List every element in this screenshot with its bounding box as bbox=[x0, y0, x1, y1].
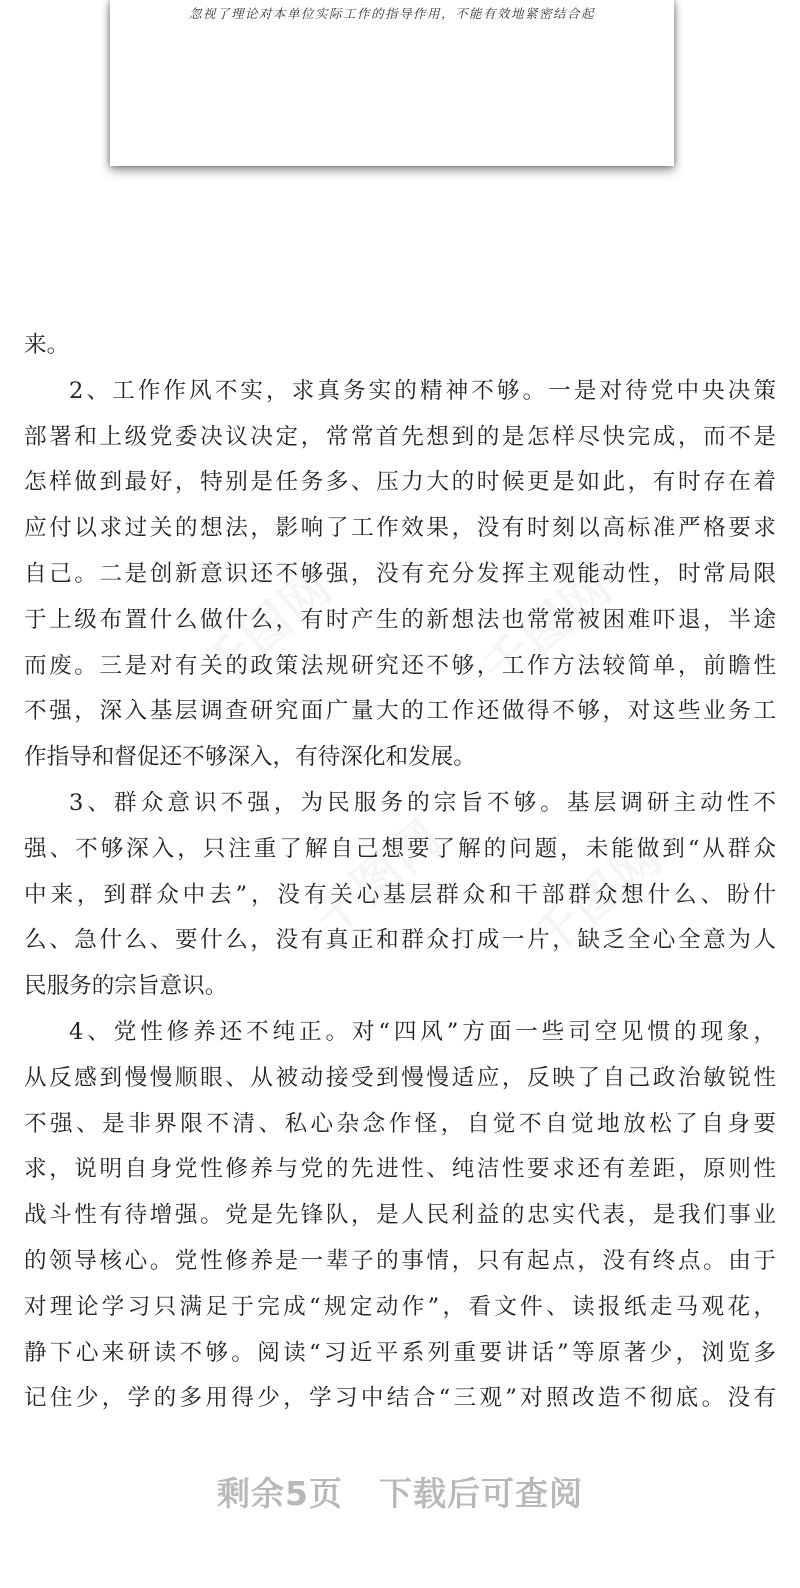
download-hint-label[interactable]: 下载后可查阅 bbox=[378, 1474, 583, 1513]
document-line: 而废。三是对有关的政策法规研究还不够，工作方法较简单，前瞻性 bbox=[24, 652, 776, 679]
document-line: 民服务的宗旨意识。 bbox=[24, 973, 228, 1000]
document-line: 怎样做到最好，特别是任务多、压力大的时候更是如此，有时存在着 bbox=[24, 469, 776, 496]
document-line: 中来，到群众中去”，没有关心基层群众和干部群众想什么、盼什 bbox=[24, 881, 776, 908]
watermark: 千图网 bbox=[192, 558, 344, 698]
preview-page-text: 忽视了理论对本单位实际工作的指导作用，不能有效地紧密结合起 bbox=[188, 6, 595, 21]
watermark: 千图网 bbox=[302, 808, 454, 948]
document-line: 记住少，学的多用得少，学习中结合“三观”对照改造不彻底。没有 bbox=[24, 1385, 776, 1412]
document-line: 于上级布置什么做什么，有时产生的新想法也常常被困难吓退，半途 bbox=[24, 606, 776, 633]
document-line: 对理论学习只满足于完成“规定动作”，看文件、读报纸走马观花， bbox=[24, 1293, 776, 1320]
document-line: 战斗性有待增强。党是先锋队，是人民利益的忠实代表，是我们事业 bbox=[24, 1202, 776, 1229]
document-line: 的领导核心。党性修养是一辈子的事情，只有起点，没有终点。由于 bbox=[24, 1247, 776, 1274]
document-line: 3、群众意识不强，为民服务的宗旨不够。基层调研主动性不 bbox=[69, 789, 776, 816]
document-line: 部署和上级党委决议决定，常常首先想到的是怎样尽快完成，而不是 bbox=[24, 423, 776, 450]
document-line: 静下心来研读不够。阅读“习近平系列重要讲话”等原著少，浏览多 bbox=[24, 1339, 776, 1366]
document-line: 2、工作作风不实，求真务实的精神不够。一是对待党中央决策 bbox=[69, 377, 776, 404]
document-line: 不强，深入基层调查研究面广量大的工作还做得不够，对这些业务工 bbox=[24, 698, 776, 725]
download-banner[interactable] bbox=[0, 1468, 800, 1515]
document-line: 自己。二是创新意识还不够强，没有充分发挥主观能动性，时常局限 bbox=[24, 560, 776, 587]
document-body bbox=[24, 323, 776, 1422]
remaining-pages-label[interactable]: 剩余5页 bbox=[217, 1474, 343, 1513]
document-line: 不强、是非界限不清、私心杂念作怪，自觉不自觉地放松了自身要 bbox=[24, 1110, 776, 1137]
document-line: 来。 bbox=[24, 332, 70, 358]
preview-page-card bbox=[110, 0, 674, 166]
document-line: 么、急什么、要什么，没有真正和群众打成一片，缺乏全心全意为人 bbox=[24, 927, 776, 954]
document-line: 求，说明自身党性修养与党的先进性、纯洁性要求还有差距，原则性 bbox=[24, 1156, 776, 1183]
document-line: 应付以求过关的想法，影响了工作效果，没有时刻以高标准严格要求 bbox=[24, 515, 776, 542]
document-line: 强、不够深入，只注重了解自己想要了解的问题，未能做到“从群众 bbox=[24, 835, 776, 862]
watermark: 千图网 bbox=[522, 828, 674, 968]
watermark: 千图网 bbox=[472, 558, 624, 698]
document-line: 作指导和督促还不够深入，有待深化和发展。 bbox=[24, 744, 476, 771]
document-line: 4、党性修养还不纯正。对“四风”方面一些司空见惯的现象， bbox=[69, 1018, 776, 1045]
document-line: 从反感到慢慢顺眼、从被动接受到慢慢适应，反映了自己政治敏锐性 bbox=[24, 1064, 776, 1091]
